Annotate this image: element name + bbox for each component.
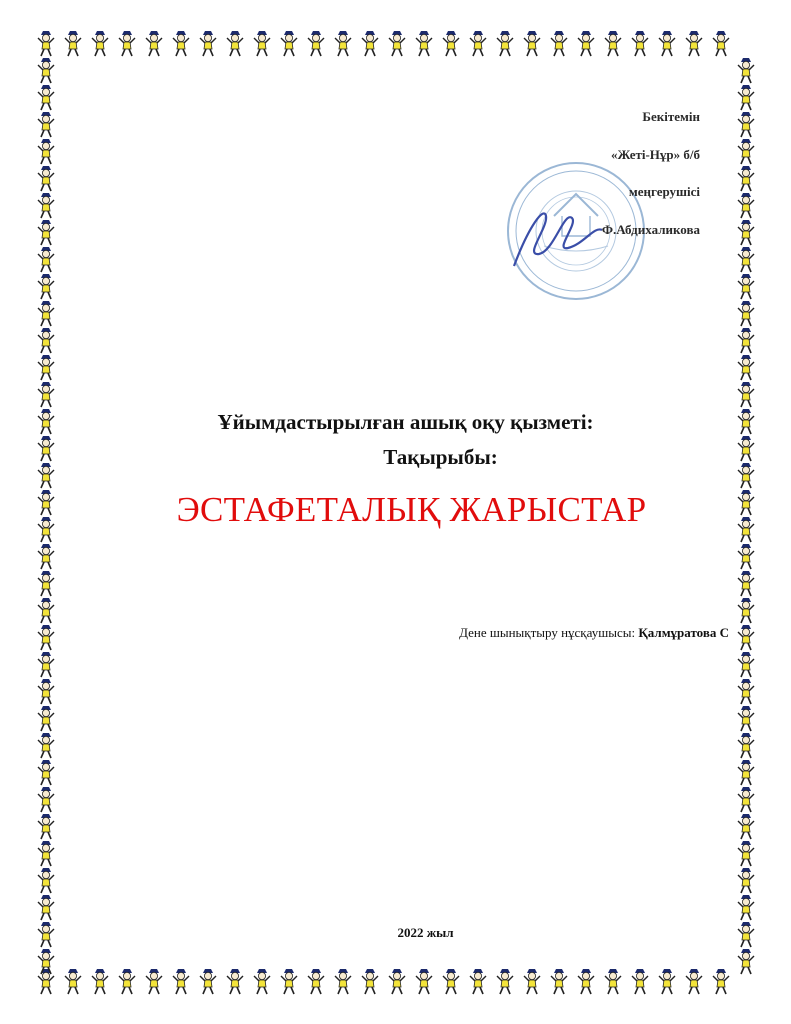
child-figure-icon [738,193,754,218]
child-figure-icon [38,969,54,994]
child-figure-icon [443,969,459,994]
child-figure-icon [227,31,243,56]
child-figure-icon [738,274,754,299]
child-figure-icon [738,625,754,650]
child-figure-icon [416,31,432,56]
child-figure-icon [738,112,754,137]
child-figure-icon [362,969,378,994]
child-figure-icon [686,969,702,994]
approval-block [560,98,700,248]
child-figure-icon [738,895,754,920]
child-figure-icon [38,247,54,272]
event-type-heading: Ұйымдастырылған ашық оқу қызметі: [217,410,594,434]
child-figure-icon [173,31,189,56]
child-figure-icon [605,31,621,56]
child-figure-icon [38,814,54,839]
child-figure-icon [38,274,54,299]
child-figure-icon [38,166,54,191]
child-figure-icon [38,868,54,893]
approval-line-approve: Бекітемін [642,109,700,124]
child-figure-icon [38,706,54,731]
child-figure-icon [65,31,81,56]
child-figure-icon [389,31,405,56]
child-figure-icon [146,31,162,56]
child-figure-icon [497,31,513,56]
child-figure-icon [738,571,754,596]
instructor-line [459,625,729,641]
approval-line-position: меңгерушісі [628,184,700,199]
child-figure-icon [200,969,216,994]
child-figure-icon [173,969,189,994]
child-figure-icon [738,544,754,569]
child-figure-icon [659,969,675,994]
child-figure-icon [738,598,754,623]
child-figure-icon [38,139,54,164]
child-figure-icon [497,969,513,994]
child-figure-icon [38,787,54,812]
child-figure-icon [551,31,567,56]
child-figure-icon [38,355,54,380]
child-figure-icon [38,301,54,326]
child-figure-icon [308,31,324,56]
child-figure-icon [659,31,675,56]
child-figure-icon [470,969,486,994]
child-figure-icon [578,31,594,56]
child-figure-icon [38,193,54,218]
child-figure-icon [38,544,54,569]
child-figure-icon [335,969,351,994]
child-figure-icon [738,85,754,110]
child-figure-icon [362,31,378,56]
child-figure-icon [38,841,54,866]
child-figure-icon [738,247,754,272]
child-figure-icon [738,706,754,731]
child-figure-icon [92,969,108,994]
topic-label: Тақырыбы: [383,445,498,469]
child-figure-icon [38,895,54,920]
child-figure-icon [551,969,567,994]
child-figure-icon [65,969,81,994]
child-figure-icon [605,969,621,994]
child-figure-icon [38,382,54,407]
child-figure-icon [738,679,754,704]
child-figure-icon [738,355,754,380]
child-figure-icon [738,814,754,839]
child-figure-icon [254,969,270,994]
child-figure-icon [713,31,729,56]
child-figure-icon [200,31,216,56]
instructor-label: Дене шынықтыру нұсқаушысы: [459,625,636,640]
child-figure-icon [738,787,754,812]
child-figure-icon [38,625,54,650]
child-figure-icon [38,220,54,245]
child-figure-icon [738,58,754,83]
child-figure-icon [578,969,594,994]
child-figure-icon [738,652,754,677]
child-figure-icon [281,31,297,56]
child-figure-icon [38,652,54,677]
child-figure-icon [470,31,486,56]
child-figure-icon [92,31,108,56]
child-figure-icon [335,31,351,56]
child-figure-icon [119,31,135,56]
child-figure-icon [738,760,754,785]
child-figure-icon [632,31,648,56]
page-title: ЭСТАФЕТАЛЫҚ ЖАРЫСТАР [176,490,647,529]
child-figure-icon [308,969,324,994]
child-figure-icon [389,969,405,994]
child-figure-icon [738,328,754,353]
child-figure-icon [254,31,270,56]
child-figure-icon [443,31,459,56]
child-figure-icon [281,969,297,994]
child-figure-icon [738,733,754,758]
child-figure-icon [38,31,54,56]
child-figure-icon [38,85,54,110]
child-figure-icon [738,949,754,974]
child-figure-icon [119,969,135,994]
child-figure-icon [524,31,540,56]
child-figure-icon [38,112,54,137]
child-figure-icon [38,58,54,83]
child-figure-icon [38,598,54,623]
child-figure-icon [738,301,754,326]
child-figure-icon [524,969,540,994]
child-figure-icon [632,969,648,994]
child-figure-icon [713,969,729,994]
child-figure-icon [416,969,432,994]
year-label: 2022 жыл [397,925,454,940]
child-figure-icon [146,969,162,994]
child-figure-icon [227,969,243,994]
child-figure-icon [38,679,54,704]
child-figure-icon [738,166,754,191]
child-figure-icon [738,868,754,893]
approval-line-organization: «Жеті-Нұр» б/б [611,146,700,162]
child-figure-icon [686,31,702,56]
child-figure-icon [738,841,754,866]
instructor-name: Қалмұратова С [638,625,729,640]
child-figure-icon [738,139,754,164]
child-figure-icon [738,220,754,245]
child-figure-icon [38,760,54,785]
approval-line-name: Ф.Абдихаликова [601,221,700,237]
child-figure-icon [38,571,54,596]
child-figure-icon [738,382,754,407]
child-figure-icon [38,328,54,353]
child-figure-icon [38,733,54,758]
